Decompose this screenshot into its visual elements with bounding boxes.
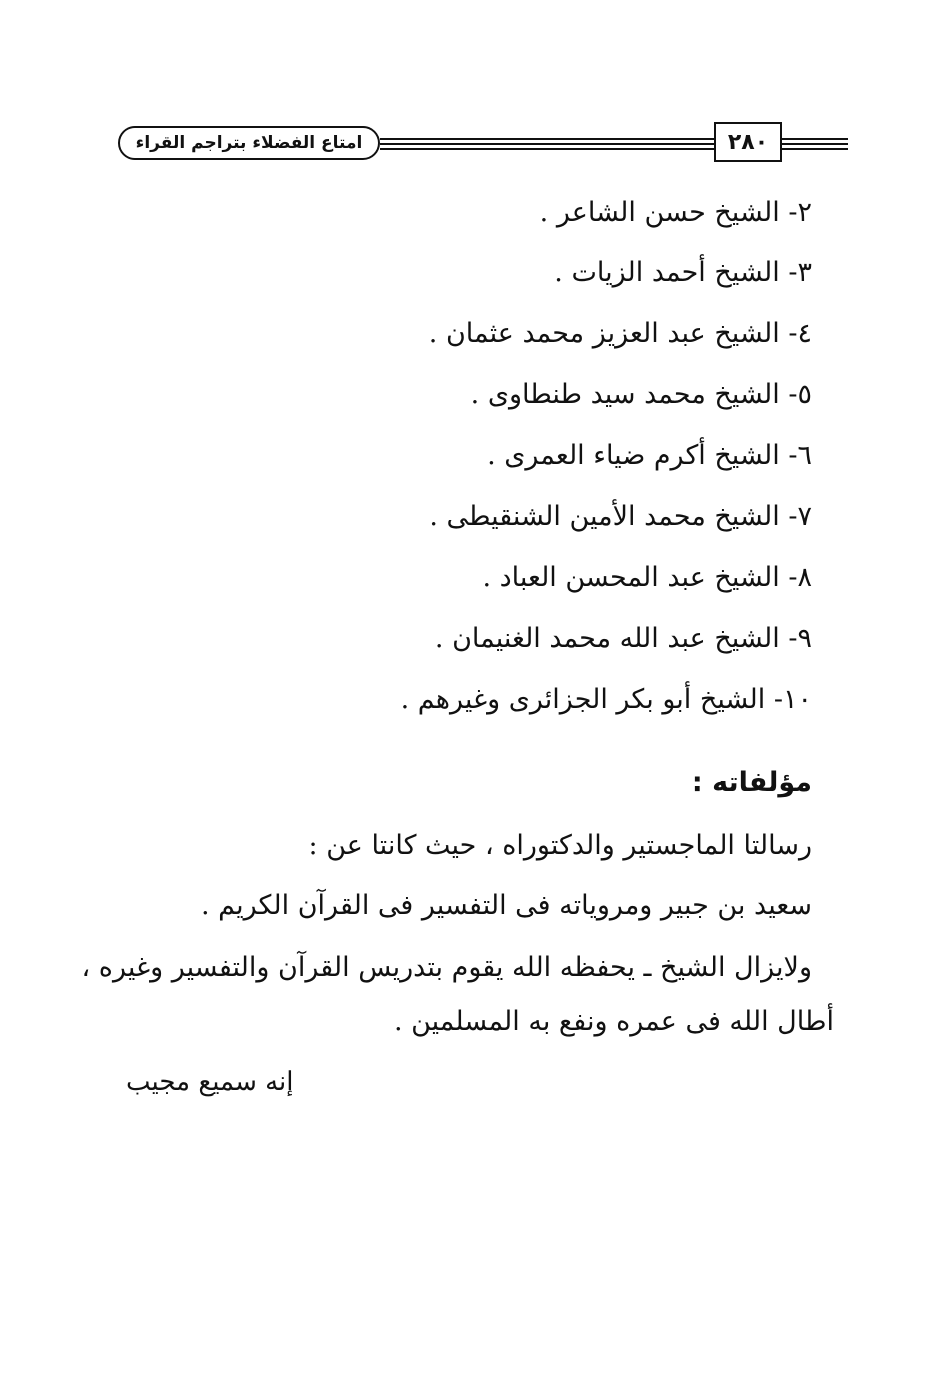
header-rule-right-bottom xyxy=(782,148,848,150)
header-rule-right-middle xyxy=(782,143,848,145)
works-line: أطال الله فى عمره ونفع به المسلمين . xyxy=(393,1006,834,1037)
student-item: ٦- الشيخ أكرم ضياء العمرى . xyxy=(487,440,812,471)
header-rule-top xyxy=(380,138,714,140)
works-heading: مؤلفاته : xyxy=(691,767,812,798)
book-title: امتاع الفضلاء بتراجم القراء xyxy=(118,126,380,160)
student-item: ٤- الشيخ عبد العزيز محمد عثمان . xyxy=(428,318,812,349)
student-item: ٣- الشيخ أحمد الزيات . xyxy=(554,257,812,288)
running-header xyxy=(110,122,850,166)
works-line: ولايزال الشيخ ـ يحفظه الله يقوم بتدريس القرآن والتفسير وغيره ، xyxy=(81,952,812,983)
page-number: ٢٨٠ xyxy=(714,122,782,162)
student-item: ١٠- الشيخ أبو بكر الجزائرى وغيرهم . xyxy=(400,684,812,715)
header-rule-middle xyxy=(380,143,714,145)
student-item: ٢- الشيخ حسن الشاعر . xyxy=(539,197,812,228)
student-item: ٩- الشيخ عبد الله محمد الغنيمان . xyxy=(434,623,812,654)
student-item: ٥- الشيخ محمد سيد طنطاوى . xyxy=(470,379,812,410)
student-item: ٧- الشيخ محمد الأمين الشنقيطى . xyxy=(429,501,812,532)
header-rule-right-top xyxy=(782,138,848,140)
student-item: ٨- الشيخ عبد المحسن العباد . xyxy=(482,562,812,593)
closing-phrase: إنه سميع مجيب xyxy=(126,1067,294,1097)
works-line: رسالتا الماجستير والدكتوراه ، حيث كانتا عن : xyxy=(308,830,812,861)
works-line: سعيد بن جبير ومروياته فى التفسير فى القرآن الكريم . xyxy=(200,890,812,921)
header-rule-bottom xyxy=(380,148,714,150)
